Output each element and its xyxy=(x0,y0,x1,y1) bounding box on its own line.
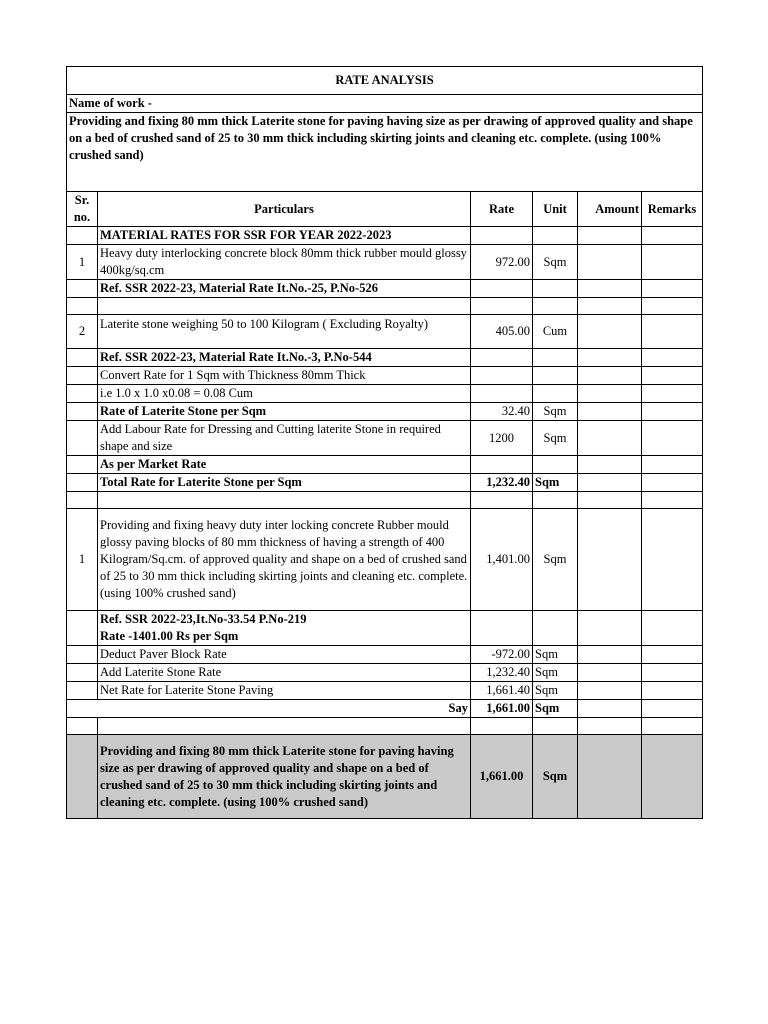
item-description: Total Rate for Laterite Stone per Sqm xyxy=(98,474,471,492)
table-row xyxy=(67,646,703,664)
table-row xyxy=(67,682,703,700)
item-rate: -972.00 xyxy=(471,646,533,664)
col-amount-header: Amount xyxy=(578,192,642,227)
item-unit: Sqm xyxy=(533,664,578,682)
item-description: Add Labour Rate for Dressing and Cutting laterite Stone in required shape and size xyxy=(98,421,471,456)
table-row xyxy=(67,245,703,280)
item-unit: Sqm xyxy=(533,682,578,700)
reference-text xyxy=(98,611,471,646)
table-row xyxy=(67,298,703,315)
sr-number: 1 xyxy=(67,245,98,280)
table-row xyxy=(67,227,703,245)
col-unit-header: Unit xyxy=(533,192,578,227)
table-row xyxy=(67,421,703,456)
document-title: RATE ANALYSIS xyxy=(67,67,703,95)
column-header-row xyxy=(67,192,703,227)
table-row xyxy=(67,403,703,421)
item-description: Deduct Paver Block Rate xyxy=(98,646,471,664)
item-rate: 1,661.40 xyxy=(471,682,533,700)
col-sr-header: Sr. no. xyxy=(67,192,98,227)
reference-text: Ref. SSR 2022-23, Material Rate It.No.-25, P.No-526 xyxy=(98,280,471,298)
item-unit: Sqm xyxy=(533,403,578,421)
table-row xyxy=(67,700,703,718)
section-heading: MATERIAL RATES FOR SSR FOR YEAR 2022-2023 xyxy=(98,227,471,245)
rate-analysis-table xyxy=(66,66,703,819)
item-rate: 1,401.00 xyxy=(471,509,533,611)
final-rate: 1,661.00 xyxy=(471,735,533,819)
final-summary-row xyxy=(67,735,703,819)
note-text: Convert Rate for 1 Sqm with Thickness 80mm Thick xyxy=(98,367,471,385)
item-description: Providing and fixing heavy duty inter locking concrete Rubber mould glossy paving blocks of 80 mm thickness of having a strength of 400 Kilogram/Sq.cm. of approved quality and shape on a bed of crushed sand of 25 to 30 mm thick including skirting joints and cleaning etc. complete. (using 100% crushed sand) xyxy=(98,509,471,611)
table-row xyxy=(67,509,703,611)
table-row xyxy=(67,280,703,298)
item-description: Rate of Laterite Stone per Sqm xyxy=(98,403,471,421)
item-rate: 32.40 xyxy=(471,403,533,421)
table-row xyxy=(67,474,703,492)
note-text: As per Market Rate xyxy=(98,456,471,474)
table-row xyxy=(67,385,703,403)
item-unit: Cum xyxy=(533,315,578,349)
item-rate: 1,232.40 xyxy=(471,474,533,492)
table-row xyxy=(67,456,703,474)
sr-number: 2 xyxy=(67,315,98,349)
item-unit: Sqm xyxy=(533,245,578,280)
rate-line: Rate -1401.00 Rs per Sqm xyxy=(100,629,239,643)
work-description-row xyxy=(67,113,703,192)
item-description: Laterite stone weighing 50 to 100 Kilogram ( Excluding Royalty) xyxy=(98,315,471,349)
item-rate: 972.00 xyxy=(471,245,533,280)
note-text: i.e 1.0 x 1.0 x0.08 = 0.08 Cum xyxy=(98,385,471,403)
item-unit: Sqm xyxy=(533,421,578,456)
col-particulars-header: Particulars xyxy=(98,192,471,227)
reference-text: Ref. SSR 2022-23, Material Rate It.No.-3, P.No-544 xyxy=(98,349,471,367)
say-rate: 1,661.00 xyxy=(471,700,533,718)
table-row xyxy=(67,492,703,509)
col-remarks-header: Remarks xyxy=(642,192,703,227)
work-description: Providing and fixing 80 mm thick Laterite stone for paving having size as per drawing of approved quality and shape on a bed of crushed sand of 25 to 30 mm thick including skirting joints and cleaning etc. complete. (using 100% crushed sand) xyxy=(67,113,703,192)
item-unit: Sqm xyxy=(533,474,578,492)
name-of-work-label: Name of work - xyxy=(67,95,703,113)
table-row xyxy=(67,315,703,349)
table-row xyxy=(67,367,703,385)
table-row xyxy=(67,611,703,646)
item-description: Add Laterite Stone Rate xyxy=(98,664,471,682)
item-description: Heavy duty interlocking concrete block 80mm thick rubber mould glossy 400kg/sq.cm xyxy=(98,245,471,280)
item-description: Net Rate for Laterite Stone Paving xyxy=(98,682,471,700)
item-rate: 1,232.40 xyxy=(471,664,533,682)
final-unit: Sqm xyxy=(533,735,578,819)
table-row xyxy=(67,718,703,735)
reference-line: Ref. SSR 2022-23,It.No-33.54 P.No-219 xyxy=(100,612,307,626)
item-rate: 405.00 xyxy=(471,315,533,349)
table-row xyxy=(67,349,703,367)
item-unit: Sqm xyxy=(533,646,578,664)
say-label: Say xyxy=(67,700,471,718)
title-row xyxy=(67,67,703,95)
sr-number: 1 xyxy=(67,509,98,611)
table-row xyxy=(67,664,703,682)
col-rate-header: Rate xyxy=(471,192,533,227)
say-unit: Sqm xyxy=(533,700,578,718)
final-description: Providing and fixing 80 mm thick Laterite stone for paving having size as per drawing of approved quality and shape on a bed of crushed sand of 25 to 30 mm thick including skirting joints and cleaning etc. complete. (using 100% crushed sand) xyxy=(98,735,471,819)
item-rate: 1200 xyxy=(471,421,533,456)
item-unit: Sqm xyxy=(533,509,578,611)
name-of-work-row xyxy=(67,95,703,113)
